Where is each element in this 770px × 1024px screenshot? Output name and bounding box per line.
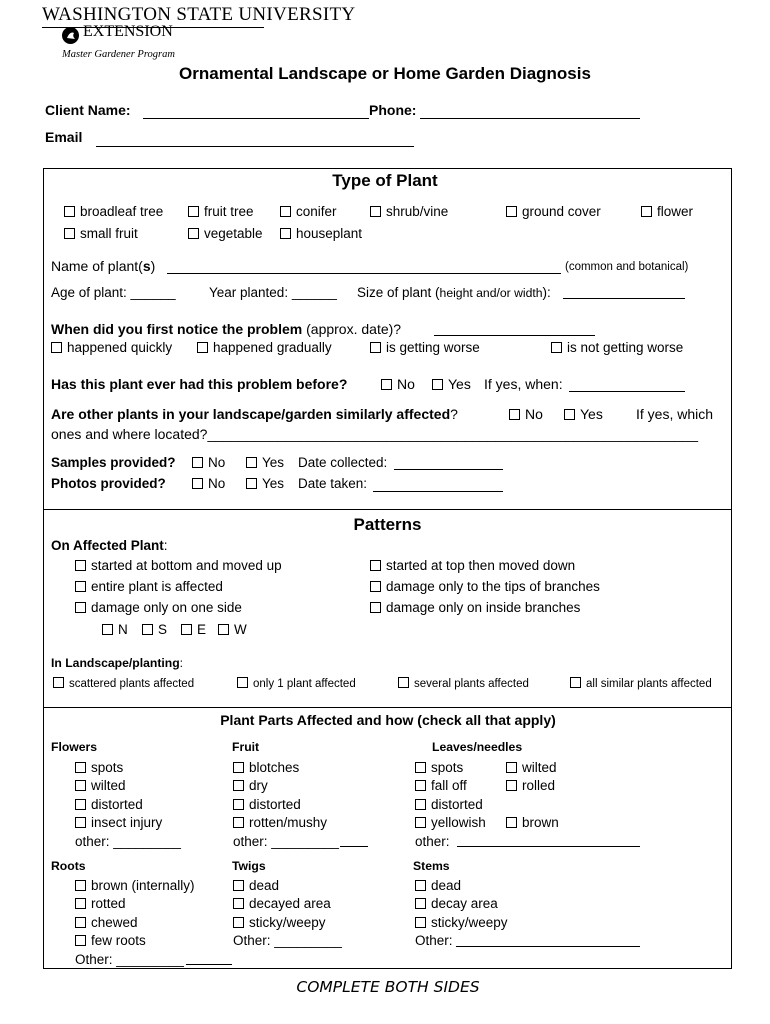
leaves-option[interactable] <box>506 759 559 777</box>
option-label: W <box>234 622 247 637</box>
checkbox[interactable] <box>506 206 517 217</box>
flowers-option[interactable] <box>75 796 181 814</box>
others-option-yes[interactable] <box>564 406 603 422</box>
option-label: wilted <box>522 760 557 775</box>
option-several-plants[interactable] <box>398 677 529 690</box>
flowers-option[interactable] <box>75 814 181 832</box>
checkbox[interactable] <box>188 228 199 239</box>
extension-wordmark: EXTENSION <box>83 23 173 40</box>
option-label: ground cover <box>522 204 601 219</box>
spacer <box>506 796 559 814</box>
option-label: Yes <box>262 455 285 470</box>
option-label: started at bottom and moved up <box>91 558 282 573</box>
option-label: sticky/weepy <box>249 914 326 930</box>
option-happened-quickly[interactable] <box>51 340 172 355</box>
option-label: E <box>197 622 207 637</box>
option-label: damage only on inside branches <box>386 600 581 615</box>
roots-other-underline <box>186 964 232 965</box>
option-houseplant[interactable] <box>280 226 362 241</box>
checkbox[interactable] <box>218 624 229 635</box>
checkbox[interactable] <box>432 379 443 390</box>
client-name-field[interactable] <box>143 118 369 119</box>
leaves-other[interactable]: other: <box>415 833 450 849</box>
checkbox[interactable] <box>233 917 244 928</box>
checkbox[interactable] <box>246 478 257 489</box>
option-happened-gradually[interactable] <box>197 340 332 355</box>
option-label: decay area <box>431 896 498 912</box>
ones-where-located[interactable]: ones and where located?_______________________________________________________________ <box>51 426 698 442</box>
fruit-other[interactable]: other: _________ <box>233 833 339 849</box>
checkbox[interactable] <box>197 342 208 353</box>
twigs-heading: Twigs <box>232 859 266 873</box>
option-label: S <box>158 622 168 637</box>
checkbox[interactable] <box>192 457 203 468</box>
size-of-plant-label: Size of plant (height and/or width): <box>357 285 551 300</box>
option-label: Yes <box>448 376 471 392</box>
option-label: started at top then moved down <box>386 558 576 573</box>
option-label: is getting worse <box>386 340 480 355</box>
option-label: N <box>118 622 128 637</box>
year-planted[interactable]: Year planted: ______ <box>209 285 337 300</box>
option-label: rolled <box>522 778 556 794</box>
checkbox[interactable] <box>280 206 291 217</box>
checkbox[interactable] <box>75 762 86 773</box>
checkbox[interactable] <box>233 898 244 909</box>
fruit-option[interactable] <box>233 814 339 832</box>
university-wordmark: WASHINGTON STATE UNIVERSITY <box>42 4 356 25</box>
checkbox[interactable] <box>64 228 75 239</box>
flowers-list <box>75 759 181 851</box>
option-label: happened quickly <box>67 340 173 355</box>
fruit-option[interactable] <box>233 759 339 777</box>
checkbox[interactable] <box>233 817 244 828</box>
checkbox[interactable] <box>415 817 426 828</box>
checkbox[interactable] <box>51 342 62 353</box>
option-side-s[interactable] <box>142 622 167 637</box>
checkbox[interactable] <box>192 478 203 489</box>
checkbox[interactable] <box>75 898 86 909</box>
option-label: No <box>208 476 226 491</box>
flowers-other[interactable]: other: _________ <box>75 833 181 849</box>
plant-name-field[interactable] <box>167 273 561 274</box>
option-label: all similar plants affected <box>586 678 712 690</box>
samples-option-yes[interactable] <box>246 455 284 470</box>
checkbox[interactable] <box>506 817 517 828</box>
option-bottom-up[interactable] <box>75 558 282 573</box>
option-label: sticky/weepy <box>431 914 508 930</box>
plant-name-label: Name of plant(s) <box>51 258 156 274</box>
checkbox[interactable] <box>237 677 248 688</box>
option-inside-branches[interactable] <box>370 600 580 615</box>
option-not-getting-worse[interactable] <box>551 340 683 355</box>
option-label: yellowish <box>431 815 486 831</box>
type-of-plant-heading: Type of Plant <box>332 171 438 190</box>
plant-name-note: (common and botanical) <box>565 261 689 273</box>
on-affected-plant-label: On Affected Plant: <box>51 538 168 553</box>
roots-option[interactable] <box>75 932 195 950</box>
checkbox[interactable] <box>370 602 381 613</box>
checkbox[interactable] <box>370 560 381 571</box>
option-label: few roots <box>91 933 146 949</box>
option-label: No <box>208 455 226 470</box>
samples-label: Samples provided? <box>51 455 176 470</box>
option-label: spots <box>91 760 124 775</box>
others-option-no[interactable] <box>509 406 543 422</box>
option-side-w[interactable] <box>218 622 247 637</box>
option-scattered-plants[interactable] <box>53 677 194 690</box>
option-label: Yes <box>262 476 285 491</box>
date-taken-label: Date taken: <box>298 476 368 491</box>
checkbox[interactable] <box>564 409 575 420</box>
option-label: entire plant is affected <box>91 579 223 594</box>
option-vegetable[interactable] <box>188 226 263 241</box>
roots-option[interactable] <box>75 877 195 895</box>
notice-date-field[interactable] <box>434 335 595 336</box>
checkbox[interactable] <box>181 624 192 635</box>
checkbox[interactable] <box>415 880 426 891</box>
roots-heading: Roots <box>51 859 86 873</box>
stems-option[interactable] <box>415 877 508 895</box>
option-label: distorted <box>431 796 483 812</box>
date-collected-label: Date collected: <box>298 455 388 470</box>
stems-heading: Stems <box>413 859 450 873</box>
patterns-heading: Patterns <box>353 515 422 534</box>
checkbox[interactable] <box>75 581 86 592</box>
checkbox[interactable] <box>188 206 199 217</box>
leaves-list-col2 <box>506 759 559 833</box>
checkbox[interactable] <box>53 677 64 688</box>
option-label: Yes <box>580 406 603 422</box>
option-label: No <box>525 406 543 422</box>
flowers-heading: Flowers <box>51 740 98 754</box>
option-conifer[interactable] <box>280 204 337 219</box>
checkbox[interactable] <box>233 880 244 891</box>
option-label: shrub/vine <box>386 204 449 219</box>
complete-both-sides-note: COMPLETE BOTH SIDES <box>296 978 480 996</box>
checkbox[interactable] <box>509 409 520 420</box>
option-label: flower <box>657 204 694 219</box>
roots-option[interactable] <box>75 895 195 913</box>
option-label: distorted <box>249 796 301 812</box>
option-label: distorted <box>91 796 143 812</box>
option-only-one-plant[interactable] <box>237 677 356 690</box>
twigs-option[interactable] <box>233 914 342 932</box>
checkbox[interactable] <box>415 917 426 928</box>
checkbox[interactable] <box>102 624 113 635</box>
leaves-list-col1 <box>415 759 486 851</box>
option-top-down[interactable] <box>370 558 575 573</box>
option-label: vegetable <box>204 226 263 241</box>
divider-parts <box>43 707 731 708</box>
option-label: happened gradually <box>213 340 332 355</box>
checkbox[interactable] <box>75 799 86 810</box>
option-all-similar-plants[interactable] <box>570 677 712 690</box>
option-label: brown <box>522 815 559 831</box>
size-field[interactable] <box>563 298 685 299</box>
plant-parts-heading: Plant Parts Affected and how (check all that apply) <box>220 712 556 728</box>
checkbox[interactable] <box>506 762 517 773</box>
option-label: dry <box>249 778 268 794</box>
option-label: rotted <box>91 896 126 912</box>
checkbox[interactable] <box>370 206 381 217</box>
samples-option-no[interactable] <box>192 455 225 470</box>
checkbox[interactable] <box>64 206 75 217</box>
roots-option[interactable] <box>75 914 195 932</box>
photos-option-yes[interactable] <box>246 476 284 491</box>
fruit-option[interactable] <box>233 796 339 814</box>
option-flower[interactable] <box>641 204 693 219</box>
stems-other-field[interactable] <box>456 946 640 947</box>
stems-option[interactable] <box>415 914 508 932</box>
checkbox[interactable] <box>233 799 244 810</box>
option-small-fruit[interactable] <box>64 226 138 241</box>
option-one-side[interactable] <box>75 600 242 615</box>
checkbox[interactable] <box>415 799 426 810</box>
checkbox[interactable] <box>75 935 86 946</box>
leaves-option[interactable] <box>415 777 486 795</box>
flowers-option[interactable] <box>75 777 181 795</box>
roots-other[interactable]: Other: _________ <box>75 951 184 967</box>
date-collected-field[interactable] <box>394 469 503 470</box>
divider-patterns <box>43 509 731 510</box>
phone-field[interactable] <box>420 118 640 119</box>
checkbox[interactable] <box>381 379 392 390</box>
checkbox[interactable] <box>75 817 86 828</box>
checkbox[interactable] <box>142 624 153 635</box>
flowers-option[interactable] <box>75 759 181 777</box>
checkbox[interactable] <box>233 762 244 773</box>
option-label: brown (internally) <box>91 878 195 893</box>
leaves-option[interactable] <box>415 814 486 832</box>
checkbox[interactable] <box>398 677 409 688</box>
problem-before-question: Has this plant ever had this problem before? <box>51 376 348 392</box>
option-label: damage only to the tips of branches <box>386 579 600 594</box>
checkbox[interactable] <box>370 342 381 353</box>
option-shrub-vine[interactable] <box>370 204 448 219</box>
checkbox[interactable] <box>75 560 86 571</box>
checkbox[interactable] <box>246 457 257 468</box>
checkbox[interactable] <box>75 880 86 891</box>
checkbox[interactable] <box>570 677 581 688</box>
if-yes-which-label: If yes, which <box>636 406 714 422</box>
phone-label: Phone: <box>369 102 417 118</box>
option-label: fruit tree <box>204 204 254 219</box>
option-label: broadleaf tree <box>80 204 164 219</box>
leaves-heading: Leaves/needles <box>432 740 523 754</box>
option-label: several plants affected <box>414 678 529 690</box>
option-ground-cover[interactable] <box>506 204 601 219</box>
option-getting-worse[interactable] <box>370 340 480 355</box>
leaves-option[interactable] <box>506 777 559 795</box>
email-label: Email <box>45 129 83 145</box>
option-label: spots <box>431 760 464 775</box>
leaves-other-field[interactable] <box>457 846 640 847</box>
twigs-other[interactable]: Other: _________ <box>233 933 342 949</box>
leaves-option[interactable] <box>506 814 559 832</box>
option-label: dead <box>249 878 280 893</box>
in-landscape-label: In Landscape/planting: <box>51 656 184 670</box>
option-label: small fruit <box>80 226 138 241</box>
stems-option[interactable] <box>415 895 508 913</box>
client-name-label: Client Name: <box>45 102 131 118</box>
before-option-yes[interactable] <box>432 376 471 392</box>
leaves-option[interactable] <box>415 759 486 777</box>
option-broadleaf-tree[interactable] <box>64 204 163 219</box>
checkbox[interactable] <box>233 780 244 791</box>
program-name: Master Gardener Program <box>62 49 175 60</box>
if-yes-when-field[interactable] <box>569 391 685 392</box>
option-label: dead <box>431 878 462 893</box>
checkbox[interactable] <box>415 898 426 909</box>
checkbox[interactable] <box>75 602 86 613</box>
twigs-option[interactable] <box>233 895 342 913</box>
option-label: blotches <box>249 760 300 775</box>
fruit-other-underline <box>340 846 368 847</box>
option-label: conifer <box>296 204 337 219</box>
option-label: rotten/mushy <box>249 815 328 831</box>
option-label: chewed <box>91 914 138 930</box>
option-side-e[interactable] <box>181 622 206 637</box>
option-label: wilted <box>91 778 126 794</box>
option-label: No <box>397 376 415 392</box>
checkbox[interactable] <box>415 762 426 773</box>
notice-question: When did you first notice the problem (approx. date)? <box>51 321 402 337</box>
fruit-option[interactable] <box>233 777 339 795</box>
option-label: houseplant <box>296 226 363 241</box>
roots-list <box>75 877 195 969</box>
stems-other[interactable]: Other: <box>415 933 453 949</box>
option-side-n[interactable] <box>102 622 128 637</box>
leaves-option[interactable] <box>415 796 486 814</box>
option-branch-tips[interactable] <box>370 579 600 594</box>
checkbox[interactable] <box>370 581 381 592</box>
option-entire-plant[interactable] <box>75 579 223 594</box>
checkbox[interactable] <box>280 228 291 239</box>
checkbox[interactable] <box>506 780 517 791</box>
if-yes-when-label: If yes, when: <box>484 376 563 392</box>
email-field[interactable] <box>96 146 414 147</box>
date-taken-field[interactable] <box>373 491 503 492</box>
option-label: is not getting worse <box>567 340 684 355</box>
checkbox[interactable] <box>75 780 86 791</box>
fruit-heading: Fruit <box>232 740 260 754</box>
checkbox[interactable] <box>641 206 652 217</box>
photos-option-no[interactable] <box>192 476 225 491</box>
option-label: fall off <box>431 778 467 794</box>
fruit-list <box>233 759 339 851</box>
others-affected-question: Are other plants in your landscape/garden similarly affected? <box>51 406 458 422</box>
option-label: only 1 plant affected <box>253 678 356 690</box>
twigs-list <box>233 877 342 951</box>
checkbox[interactable] <box>415 780 426 791</box>
plant-name-row <box>51 258 155 274</box>
photos-label: Photos provided? <box>51 476 166 491</box>
page-title: Ornamental Landscape or Home Garden Diagnosis <box>179 64 591 83</box>
option-label: insect injury <box>91 815 163 831</box>
age-of-plant[interactable]: Age of plant: ______ <box>51 285 176 300</box>
option-fruit-tree[interactable] <box>188 204 254 219</box>
wsu-seal-icon <box>62 27 79 44</box>
checkbox[interactable] <box>75 917 86 928</box>
before-option-no[interactable] <box>381 376 415 392</box>
option-label: decayed area <box>249 896 331 912</box>
checkbox[interactable] <box>551 342 562 353</box>
option-label: scattered plants affected <box>69 678 195 690</box>
option-label: damage only on one side <box>91 600 242 615</box>
stems-list <box>415 877 508 951</box>
twigs-option[interactable] <box>233 877 342 895</box>
